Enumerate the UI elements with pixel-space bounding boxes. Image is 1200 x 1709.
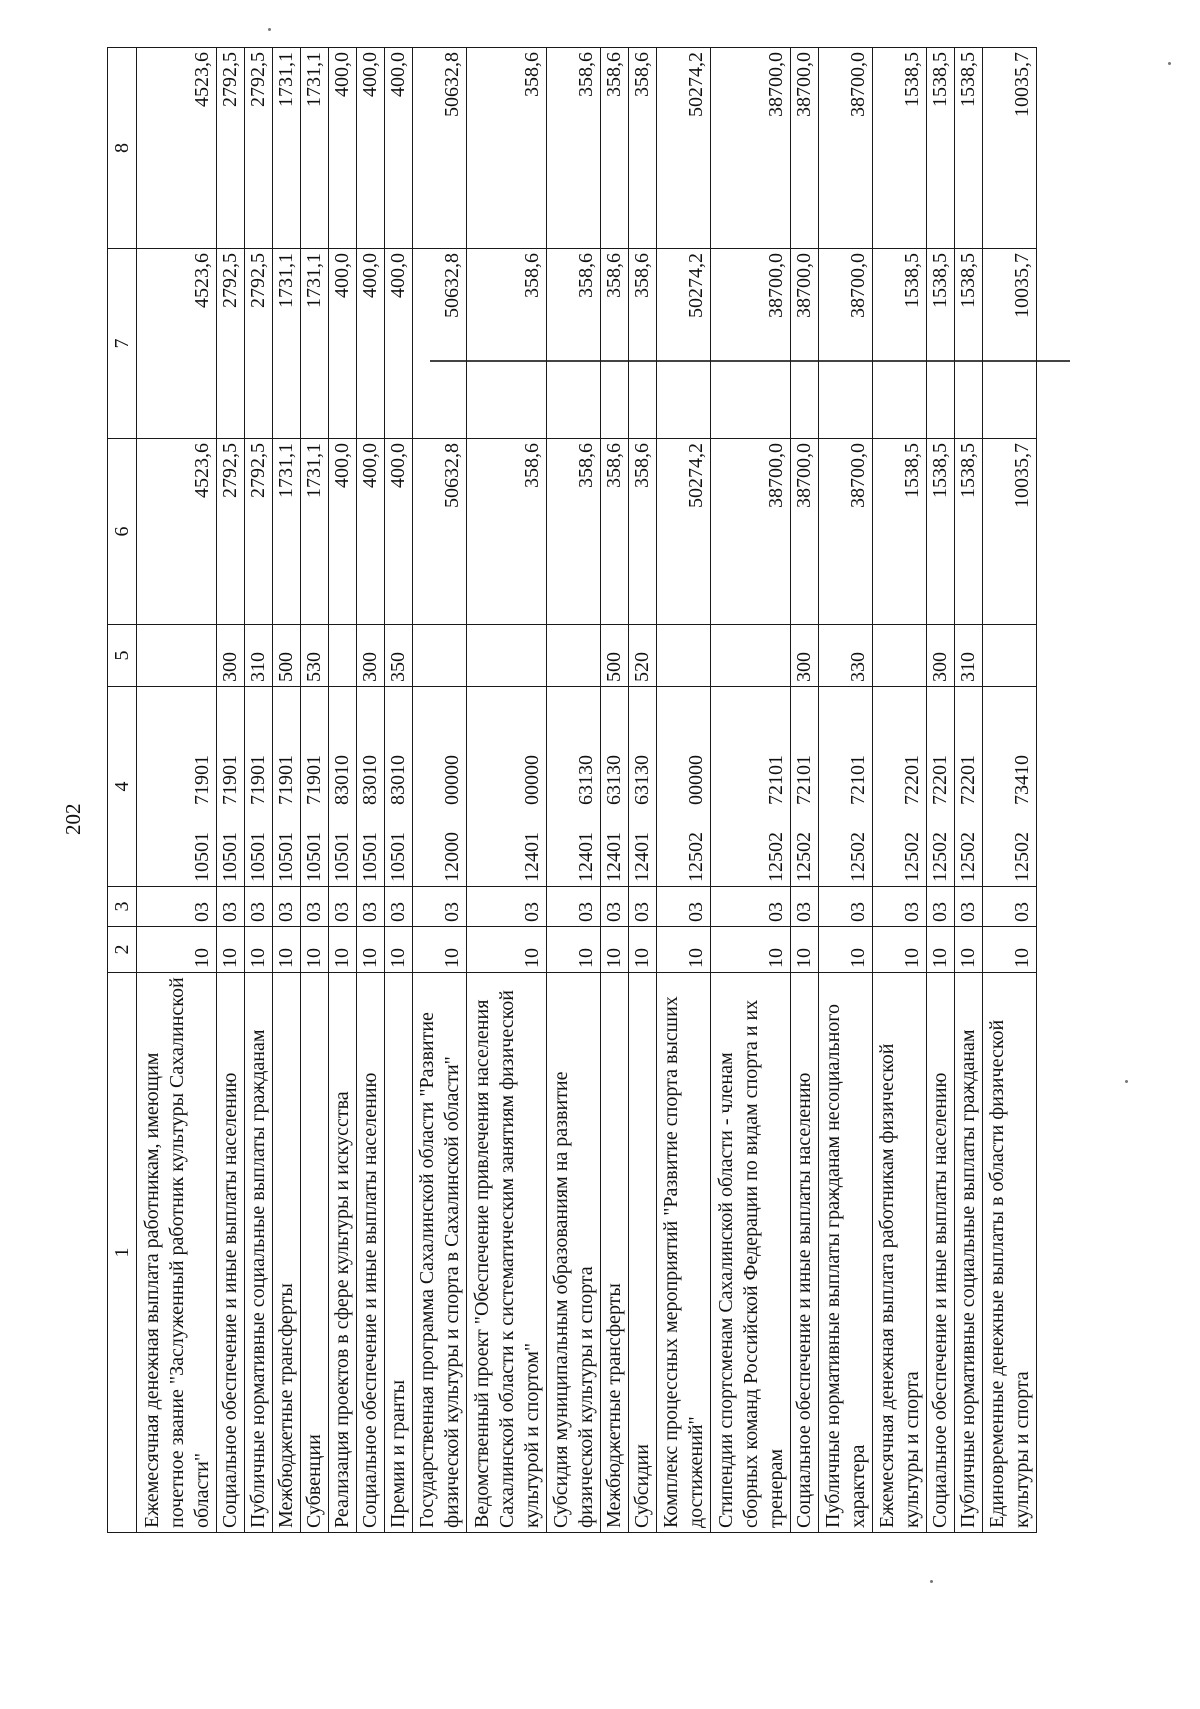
section-code-cell: 10 xyxy=(467,927,547,973)
subsection-code-cell: 03 xyxy=(245,887,273,927)
subsection-code-cell: 03 xyxy=(413,887,467,927)
amount-col7-cell: 1538,5 xyxy=(873,249,927,439)
amount-col8-cell: 1731,1 xyxy=(301,48,329,249)
amount-col6-cell: 358,6 xyxy=(547,439,601,625)
amount-col6-cell: 358,6 xyxy=(629,439,657,625)
table-row xyxy=(955,48,983,1533)
expense-type-cell xyxy=(657,625,711,687)
section-code-cell: 10 xyxy=(983,927,1037,973)
table-row xyxy=(819,48,873,1533)
expense-type-cell xyxy=(137,625,217,687)
table-row xyxy=(983,48,1037,1533)
table-row xyxy=(791,48,819,1533)
subsection-code-cell: 03 xyxy=(217,887,245,927)
amount-col7-cell: 1538,5 xyxy=(927,249,955,439)
subsection-code-cell: 03 xyxy=(927,887,955,927)
section-code-cell: 10 xyxy=(329,927,357,973)
section-code-cell: 10 xyxy=(873,927,927,973)
subsection-code-cell: 03 xyxy=(301,887,329,927)
target-article-cell: 10501 83010 xyxy=(329,687,357,887)
expense-type-cell xyxy=(547,625,601,687)
expense-type-cell: 300 xyxy=(927,625,955,687)
amount-col8-cell: 358,6 xyxy=(547,48,601,249)
amount-col7-cell: 400,0 xyxy=(357,249,385,439)
amount-col8-cell: 2792,5 xyxy=(245,48,273,249)
amount-col6-cell: 2792,5 xyxy=(217,439,245,625)
expense-type-cell xyxy=(873,625,927,687)
table-row xyxy=(657,48,711,1533)
amount-col7-cell: 358,6 xyxy=(629,249,657,439)
target-article-cell: 12401 63130 xyxy=(629,687,657,887)
amount-col8-cell: 1538,5 xyxy=(955,48,983,249)
subsection-code-cell: 03 xyxy=(467,887,547,927)
target-article-cell: 12502 72201 xyxy=(955,687,983,887)
amount-col6-cell: 400,0 xyxy=(329,439,357,625)
subsection-code-cell: 03 xyxy=(791,887,819,927)
amount-col7-cell: 400,0 xyxy=(385,249,413,439)
table-row xyxy=(385,48,413,1533)
row-name-cell: Межбюджетные трансферты xyxy=(601,973,629,1533)
row-name-cell: Премии и гранты xyxy=(385,973,413,1533)
expense-type-cell: 350 xyxy=(385,625,413,687)
table-row xyxy=(329,48,357,1533)
amount-col7-cell: 358,6 xyxy=(467,249,547,439)
amount-col6-cell: 358,6 xyxy=(467,439,547,625)
amount-col8-cell: 358,6 xyxy=(629,48,657,249)
subsection-code-cell: 03 xyxy=(547,887,601,927)
row-name-cell: Государственная программа Сахалинской области "Развитие физической культуры и спорта в Сахалинской области" xyxy=(413,973,467,1533)
column-header: 5 xyxy=(108,625,137,687)
row-name-cell: Ведомственный проект "Обеспечение привлечения населения Сахалинской области к систематическим занятиям физической культурой и спортом" xyxy=(467,973,547,1533)
target-article-cell: 12502 72101 xyxy=(791,687,819,887)
amount-col6-cell: 1538,5 xyxy=(927,439,955,625)
expense-type-cell: 300 xyxy=(791,625,819,687)
target-article-cell: 10501 71901 xyxy=(273,687,301,887)
amount-col8-cell: 50274,2 xyxy=(657,48,711,249)
amount-col6-cell: 50632,8 xyxy=(413,439,467,625)
expense-type-cell: 500 xyxy=(601,625,629,687)
amount-col6-cell: 2792,5 xyxy=(245,439,273,625)
expense-type-cell xyxy=(711,625,791,687)
amount-col8-cell: 1538,5 xyxy=(873,48,927,249)
target-article-cell: 12502 72201 xyxy=(927,687,955,887)
target-article-cell: 10501 71901 xyxy=(301,687,329,887)
amount-col8-cell: 358,6 xyxy=(467,48,547,249)
section-code-cell: 10 xyxy=(137,927,217,973)
column-header: 2 xyxy=(108,927,137,973)
amount-col7-cell: 38700,0 xyxy=(819,249,873,439)
subsection-code-cell: 03 xyxy=(983,887,1037,927)
expense-type-cell: 520 xyxy=(629,625,657,687)
amount-col7-cell: 358,6 xyxy=(547,249,601,439)
subsection-code-cell: 03 xyxy=(329,887,357,927)
amount-col6-cell: 50274,2 xyxy=(657,439,711,625)
target-article-cell: 12401 63130 xyxy=(601,687,629,887)
target-article-cell: 10501 71901 xyxy=(137,687,217,887)
amount-col7-cell: 1731,1 xyxy=(301,249,329,439)
expense-type-cell: 310 xyxy=(245,625,273,687)
amount-col7-cell: 400,0 xyxy=(329,249,357,439)
column-header: 3 xyxy=(108,887,137,927)
amount-col8-cell: 1731,1 xyxy=(273,48,301,249)
row-name-cell: Субвенции xyxy=(301,973,329,1533)
row-name-cell: Публичные нормативные выплаты гражданам несоциального характера xyxy=(819,973,873,1533)
column-header: 8 xyxy=(108,48,137,249)
row-name-cell: Социальное обеспечение и иные выплаты населению xyxy=(791,973,819,1533)
section-code-cell: 10 xyxy=(927,927,955,973)
row-name-cell: Социальное обеспечение и иные выплаты населению xyxy=(217,973,245,1533)
subsection-code-cell: 03 xyxy=(873,887,927,927)
subsection-code-cell: 03 xyxy=(357,887,385,927)
section-code-cell: 10 xyxy=(217,927,245,973)
section-code-cell: 10 xyxy=(657,927,711,973)
table-row xyxy=(245,48,273,1533)
amount-col8-cell: 1538,5 xyxy=(927,48,955,249)
section-code-cell: 10 xyxy=(385,927,413,973)
amount-col6-cell: 1538,5 xyxy=(873,439,927,625)
budget-table xyxy=(107,47,1037,1533)
subsection-code-cell: 03 xyxy=(711,887,791,927)
table-row xyxy=(301,48,329,1533)
expense-type-cell: 300 xyxy=(357,625,385,687)
expense-type-cell xyxy=(413,625,467,687)
section-code-cell: 10 xyxy=(357,927,385,973)
subsection-code-cell: 03 xyxy=(137,887,217,927)
table-row xyxy=(629,48,657,1533)
target-article-cell: 10501 71901 xyxy=(217,687,245,887)
column-header: 7 xyxy=(108,249,137,439)
row-name-cell: Публичные нормативные социальные выплаты гражданам xyxy=(955,973,983,1533)
table-row xyxy=(927,48,955,1533)
column-header: 6 xyxy=(108,439,137,625)
row-name-cell: Ежемесячная денежная выплата работникам физической культуры и спорта xyxy=(873,973,927,1533)
scan-speck xyxy=(930,1580,933,1583)
subsection-code-cell: 03 xyxy=(601,887,629,927)
amount-col7-cell: 1538,5 xyxy=(955,249,983,439)
amount-col8-cell: 38700,0 xyxy=(791,48,819,249)
amount-col6-cell: 400,0 xyxy=(385,439,413,625)
table-row xyxy=(711,48,791,1533)
row-name-cell: Публичные нормативные социальные выплаты гражданам xyxy=(245,973,273,1533)
target-article-cell: 12000 00000 xyxy=(413,687,467,887)
amount-col8-cell: 400,0 xyxy=(385,48,413,249)
section-code-cell: 10 xyxy=(273,927,301,973)
row-name-cell: Межбюджетные трансферты xyxy=(273,973,301,1533)
amount-col7-cell: 2792,5 xyxy=(217,249,245,439)
table-row xyxy=(873,48,927,1533)
expense-type-cell: 330 xyxy=(819,625,873,687)
expense-type-cell: 500 xyxy=(273,625,301,687)
amount-col7-cell: 2792,5 xyxy=(245,249,273,439)
amount-col6-cell: 38700,0 xyxy=(791,439,819,625)
amount-col7-cell: 358,6 xyxy=(601,249,629,439)
subsection-code-cell: 03 xyxy=(819,887,873,927)
amount-col6-cell: 358,6 xyxy=(601,439,629,625)
amount-col6-cell: 1731,1 xyxy=(273,439,301,625)
amount-col8-cell: 2792,5 xyxy=(217,48,245,249)
amount-col7-cell: 1731,1 xyxy=(273,249,301,439)
row-name-cell: Субсидия муниципальным образованиям на развитие физической культуры и спорта xyxy=(547,973,601,1533)
table-row xyxy=(601,48,629,1533)
target-article-cell: 12502 00000 xyxy=(657,687,711,887)
row-name-cell: Ежемесячная денежная выплата работникам, имеющим почетное звание "Заслуженный работник культуры Сахалинской области" xyxy=(137,973,217,1533)
target-article-cell: 12401 63130 xyxy=(547,687,601,887)
amount-col8-cell: 358,6 xyxy=(601,48,629,249)
amount-col7-cell: 50274,2 xyxy=(657,249,711,439)
table-row xyxy=(547,48,601,1533)
section-code-cell: 10 xyxy=(601,927,629,973)
table-body xyxy=(137,48,1037,1533)
target-article-cell: 12401 00000 xyxy=(467,687,547,887)
target-article-cell: 10501 83010 xyxy=(385,687,413,887)
table-row xyxy=(137,48,217,1533)
section-code-cell: 10 xyxy=(791,927,819,973)
amount-col6-cell: 10035,7 xyxy=(983,439,1037,625)
row-name-cell: Единовременные денежные выплаты в области физической культуры и спорта xyxy=(983,973,1037,1533)
section-code-cell: 10 xyxy=(245,927,273,973)
table-row xyxy=(273,48,301,1533)
expense-type-cell xyxy=(467,625,547,687)
section-code-cell: 10 xyxy=(547,927,601,973)
section-code-cell: 10 xyxy=(629,927,657,973)
subsection-code-cell: 03 xyxy=(273,887,301,927)
table-row xyxy=(357,48,385,1533)
expense-type-cell: 310 xyxy=(955,625,983,687)
amount-col8-cell: 38700,0 xyxy=(711,48,791,249)
target-article-cell: 12502 72101 xyxy=(711,687,791,887)
header-row xyxy=(108,48,137,1533)
section-code-cell: 10 xyxy=(301,927,329,973)
amount-col7-cell: 4523,6 xyxy=(137,249,217,439)
amount-col7-cell: 38700,0 xyxy=(791,249,819,439)
expense-type-cell xyxy=(329,625,357,687)
row-name-cell: Комплекс процессных мероприятий "Развитие спорта высших достижений" xyxy=(657,973,711,1533)
row-name-cell: Субсидии xyxy=(629,973,657,1533)
column-header: 4 xyxy=(108,687,137,887)
row-name-cell: Социальное обеспечение и иные выплаты населению xyxy=(357,973,385,1533)
amount-col7-cell: 38700,0 xyxy=(711,249,791,439)
amount-col6-cell: 4523,6 xyxy=(137,439,217,625)
table-row xyxy=(413,48,467,1533)
target-article-cell: 12502 73410 xyxy=(983,687,1037,887)
row-name-cell: Стипендии спортсменам Сахалинской области - членам сборных команд Российской Федерации по видам спорта и их тренерам xyxy=(711,973,791,1533)
subsection-code-cell: 03 xyxy=(385,887,413,927)
amount-col6-cell: 38700,0 xyxy=(819,439,873,625)
target-article-cell: 10501 83010 xyxy=(357,687,385,887)
rotated-table-wrapper xyxy=(107,48,1200,1533)
table-row xyxy=(217,48,245,1533)
section-code-cell: 10 xyxy=(955,927,983,973)
amount-col7-cell: 10035,7 xyxy=(983,249,1037,439)
subsection-code-cell: 03 xyxy=(955,887,983,927)
subsection-code-cell: 03 xyxy=(629,887,657,927)
section-code-cell: 10 xyxy=(819,927,873,973)
row-name-cell: Социальное обеспечение и иные выплаты населению xyxy=(927,973,955,1533)
amount-col6-cell: 38700,0 xyxy=(711,439,791,625)
amount-col7-cell: 50632,8 xyxy=(413,249,467,439)
amount-col8-cell: 38700,0 xyxy=(819,48,873,249)
target-article-cell: 12502 72201 xyxy=(873,687,927,887)
expense-type-cell: 300 xyxy=(217,625,245,687)
amount-col8-cell: 4523,6 xyxy=(137,48,217,249)
page-number: 202 xyxy=(61,803,85,835)
subsection-code-cell: 03 xyxy=(657,887,711,927)
target-article-cell: 10501 71901 xyxy=(245,687,273,887)
amount-col8-cell: 400,0 xyxy=(329,48,357,249)
amount-col6-cell: 1538,5 xyxy=(955,439,983,625)
expense-type-cell: 530 xyxy=(301,625,329,687)
amount-col6-cell: 1731,1 xyxy=(301,439,329,625)
row-name-cell: Реализация проектов в сфере культуры и искусства xyxy=(329,973,357,1533)
amount-col8-cell: 400,0 xyxy=(357,48,385,249)
column-header: 1 xyxy=(108,973,137,1533)
table-row xyxy=(467,48,547,1533)
amount-col8-cell: 50632,8 xyxy=(413,48,467,249)
scan-speck xyxy=(268,28,271,31)
amount-col8-cell: 10035,7 xyxy=(983,48,1037,249)
expense-type-cell xyxy=(983,625,1037,687)
section-code-cell: 10 xyxy=(711,927,791,973)
target-article-cell: 12502 72101 xyxy=(819,687,873,887)
amount-col6-cell: 400,0 xyxy=(357,439,385,625)
section-code-cell: 10 xyxy=(413,927,467,973)
